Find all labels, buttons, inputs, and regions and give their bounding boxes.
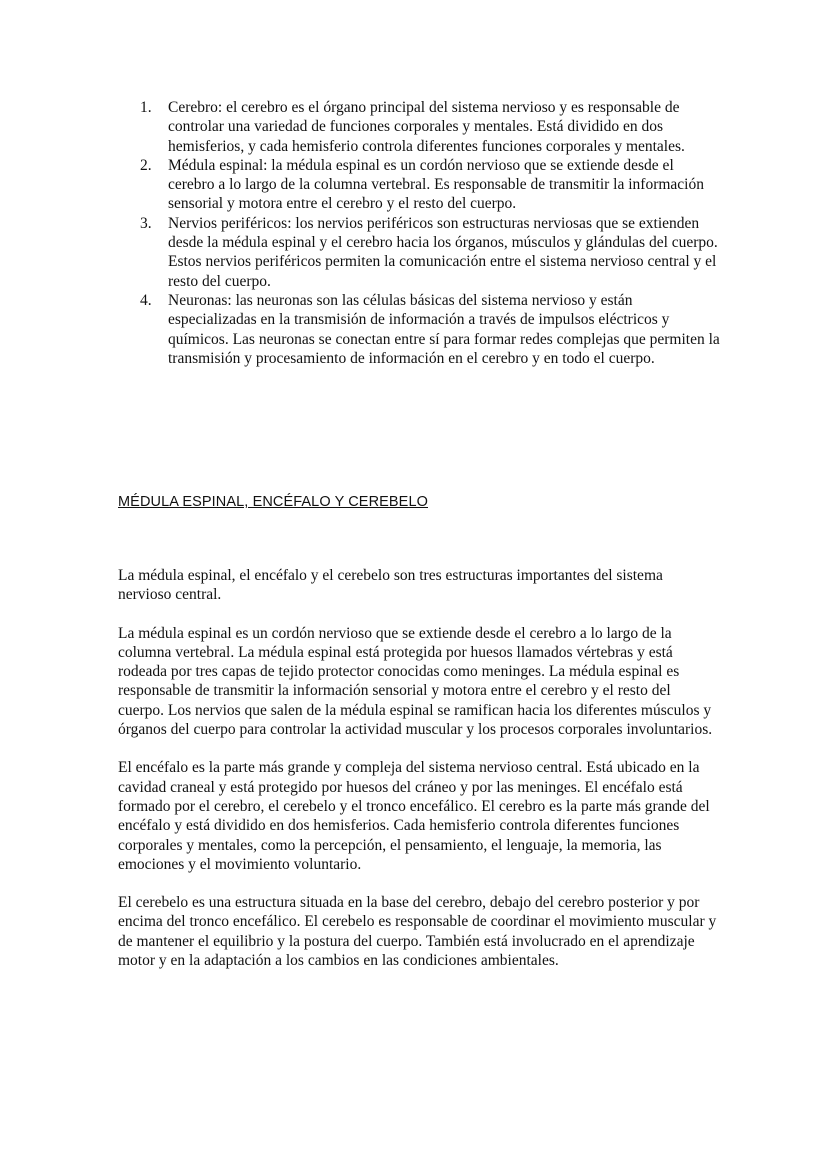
list-item-number: 2. — [140, 156, 152, 174]
list-item-cerebro — [140, 98, 720, 156]
list-item-text: Neuronas: las neuronas son las células básicas del sistema nervioso y están especializadas en la transmisión de información a través de impulsos eléctricos y químicos. Las neuronas se conectan entre sí para formar redes complejas que permiten la transmisión y procesamiento de información en el cerebro y en todo el cuerpo. — [168, 291, 720, 367]
list-item-number: 4. — [140, 291, 152, 309]
paragraph-intro: La médula espinal, el encéfalo y el cerebelo son tres estructuras importantes del sistema nervioso central. — [118, 567, 663, 604]
paragraph-encefalo: El encéfalo es la parte más grande y compleja del sistema nervioso central. Está ubicado en la cavidad craneal y está protegido por huesos del cráneo y por las meninges. El encéfalo está formado por el cerebro, el cerebelo y el tronco encefálico. El cerebro es la parte más grande del encéfalo y está dividido en dos hemisferios. Cada hemisferio controla diferentes funciones corporales y mentales, como la percepción, el pensamiento, el lenguaje, la memoria, las emociones y el movimiento voluntario. — [118, 759, 710, 873]
list-item-text: Médula espinal: la médula espinal es un cordón nervioso que se extiende desde el cerebro a lo largo de la columna vertebral. Es responsable de transmitir la información sensorial y motora entre el cerebro y el resto del cuerpo. — [168, 156, 704, 213]
paragraph-cerebelo: El cerebelo es una estructura situada en la base del cerebro, debajo del cerebro posterior y por encima del tronco encefálico. El cerebelo es responsable de coordinar el movimiento muscular y de mantener el equilibrio y la postura del cuerpo. También está involucrado en el aprendizaje motor y en la adaptación a los cambios en las condiciones ambientales. — [118, 894, 717, 970]
list-item-number: 3. — [140, 214, 152, 232]
list-item-number: 1. — [140, 99, 152, 116]
list-item-text: Nervios periféricos: los nervios periféricos son estructuras nerviosas que se extienden desde la médula espinal y el cerebro hacia los órganos, músculos y glándulas del cuerpo. Estos nervios periféricos permiten la comunicación entre el sistema nervioso central y el resto del cuerpo. — [168, 214, 718, 290]
list-item-neuronas — [140, 291, 720, 368]
section-heading: MÉDULA ESPINAL, ENCÉFALO Y CEREBELO — [118, 494, 428, 510]
list-item-nervios-perifericos — [140, 214, 720, 291]
list-item-medula-espinal — [140, 156, 720, 214]
numbered-list — [140, 98, 720, 368]
paragraph-medula-espinal: La médula espinal es un cordón nervioso que se extiende desde el cerebro a lo largo de la columna vertebral. La médula espinal está protegida por huesos llamados vértebras y está rodeada por tres capas de tejido protector conocidas como meninges. La médula espinal es responsable de transmitir la información sensorial y motora entre el cerebro y el resto del cuerpo. Los nervios que salen de la médula espinal se ramifican hacia los diferentes músculos y órganos del cuerpo para controlar la actividad muscular y los procesos corporales involuntarios. — [118, 624, 713, 739]
body-text — [118, 566, 718, 989]
list-item-text: Cerebro: el cerebro es el órgano principal del sistema nervioso y es responsable de controlar una variedad de funciones corporales y mentales. Está dividido en dos hemisferios, y cada hemisferio controla diferentes funciones corporales y mentales. — [168, 99, 685, 155]
